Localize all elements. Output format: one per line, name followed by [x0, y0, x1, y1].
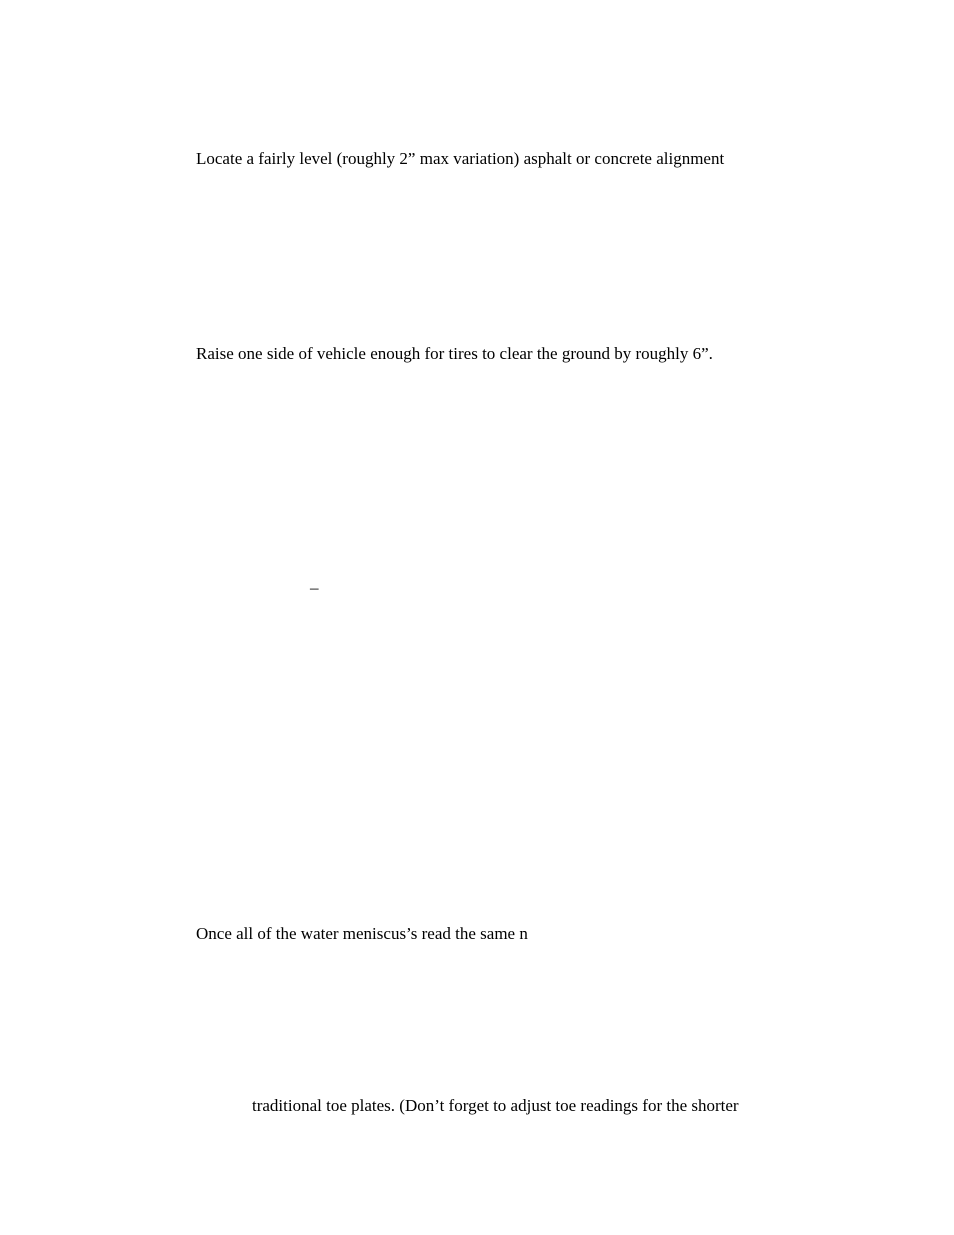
text-line-water-meniscus: Once all of the water meniscus’s read the same n: [196, 924, 528, 943]
text-dash: –: [310, 578, 319, 597]
text-line-locate-surface: Locate a fairly level (roughly 2” max variation) asphalt or concrete alignment: [196, 149, 725, 168]
text-line-toe-plates: traditional toe plates. (Don’t forget to adjust toe readings for the shorter: [252, 1096, 739, 1115]
text-line-raise-vehicle: Raise one side of vehicle enough for tires to clear the ground by roughly 6”.: [196, 344, 713, 363]
